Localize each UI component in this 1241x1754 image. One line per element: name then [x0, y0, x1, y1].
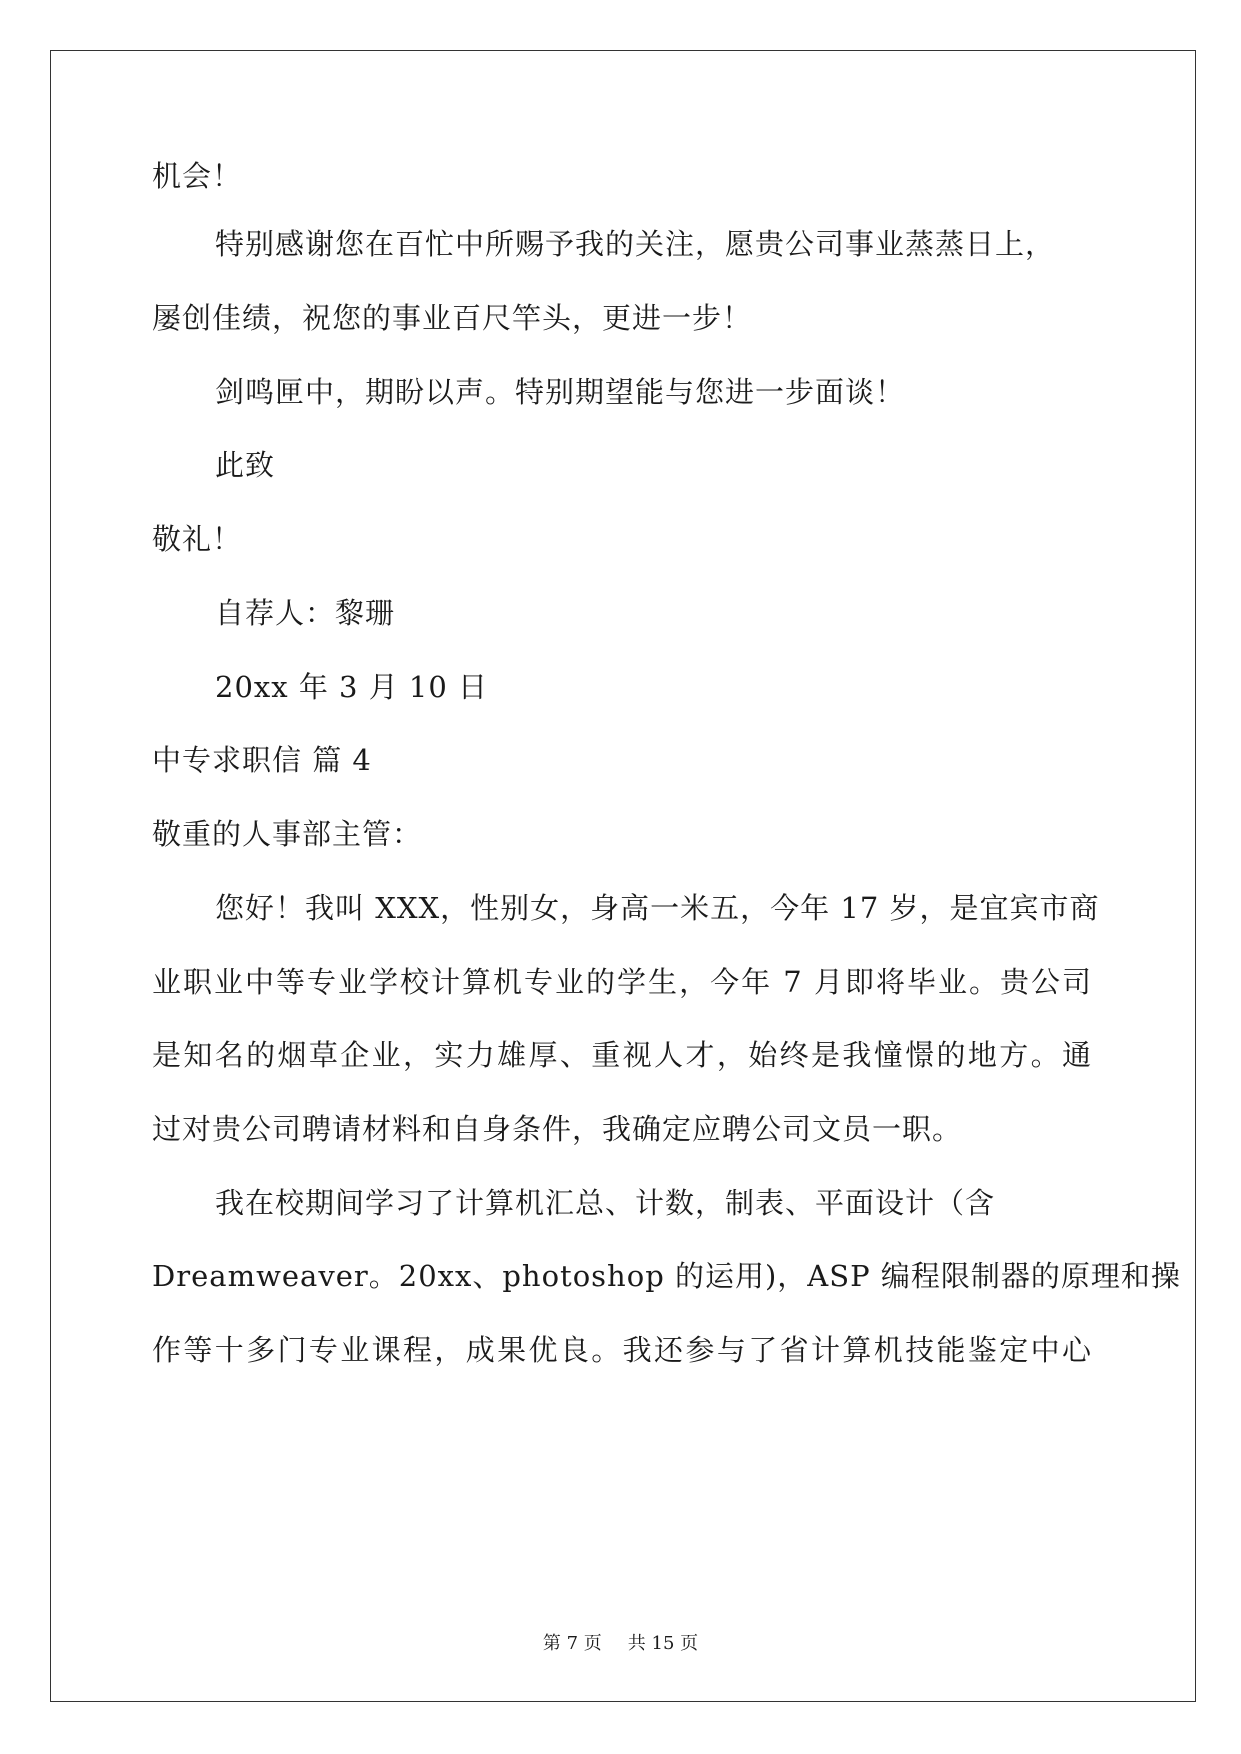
text-line: 过对贵公司聘请材料和自身条件，我确定应聘公司文员一职。	[152, 1112, 963, 1146]
page-total: 共 15 页	[627, 1633, 699, 1654]
page-number: 第 7 页	[542, 1633, 602, 1654]
text-line: Dreamweaver。20xx、photoshop 的运用)，ASP 编程限制器的原理和操	[152, 1259, 1181, 1293]
text-line: 自荐人：黎珊	[215, 596, 396, 630]
salutation: 敬重的人事部主管：	[152, 817, 423, 851]
text-line: 敬礼！	[152, 522, 243, 556]
section-heading: 中专求职信 篇 4	[152, 743, 372, 777]
text-line: 业职业中等专业学校计算机专业的学生，今年 7 月即将毕业。贵公司	[152, 965, 1092, 999]
text-line: 您好！我叫 XXX，性别女，身高一米五，今年 17 岁，是宜宾市商	[215, 891, 1100, 925]
text-line: 我在校期间学习了计算机汇总、计数，制表、平面设计（含	[215, 1186, 996, 1220]
text-line: 作等十多门专业课程，成果优良。我还参与了省计算机技能鉴定中心	[152, 1333, 1092, 1367]
page-footer	[0, 1633, 1241, 1655]
text-line: 剑鸣匣中，期盼以声。特别期望能与您进一步面谈！	[215, 375, 906, 409]
text-line: 特别感谢您在百忙中所赐予我的关注，愿贵公司事业蒸蒸日上，	[215, 227, 1056, 261]
text-line: 机会！	[152, 159, 243, 193]
page-border	[50, 50, 1196, 1702]
text-line: 此致	[215, 448, 276, 482]
text-line: 屡创佳绩，祝您的事业百尺竿头，更进一步！	[152, 301, 753, 335]
date-line: 20xx 年 3 月 10 日	[215, 670, 489, 704]
text-line: 是知名的烟草企业，实力雄厚、重视人才，始终是我憧憬的地方。通	[152, 1038, 1092, 1072]
